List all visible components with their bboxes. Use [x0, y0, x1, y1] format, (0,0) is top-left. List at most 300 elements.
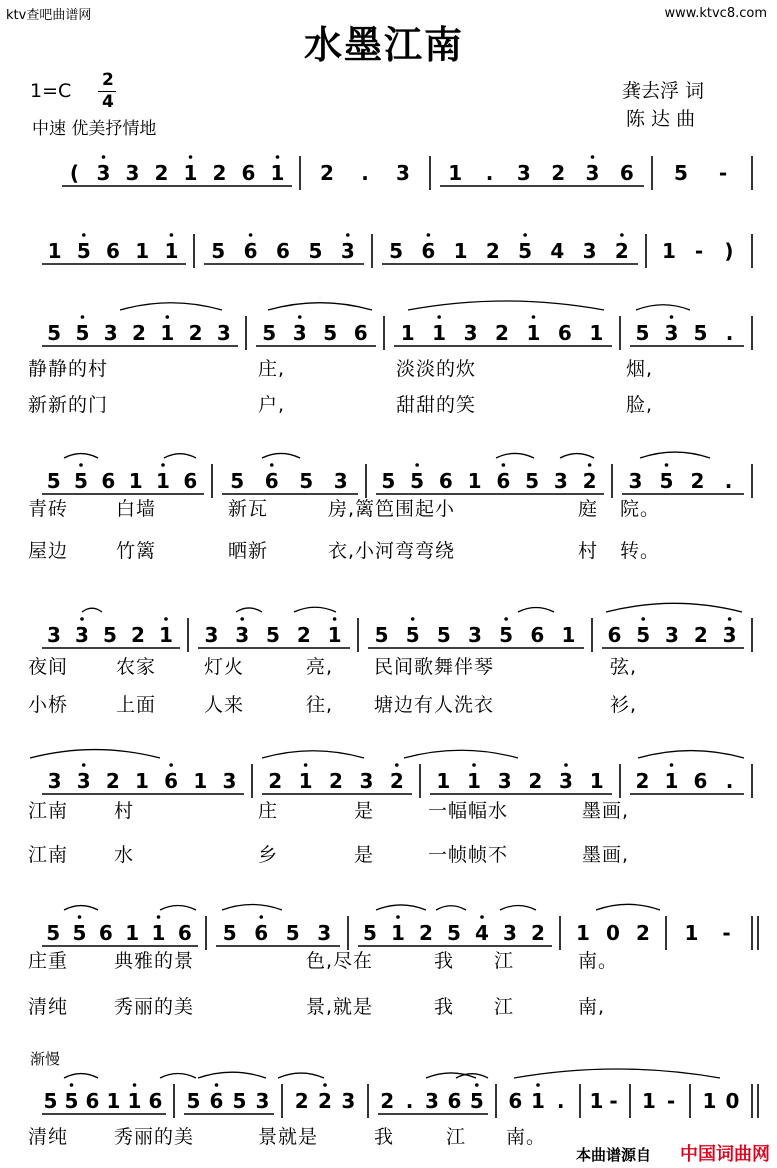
note-digit: 6	[557, 321, 572, 345]
note-digit: 1	[589, 321, 604, 345]
time-signature-bottom: 4	[102, 92, 114, 112]
note-digit: 3	[235, 623, 250, 647]
note-digit: 3	[75, 623, 89, 647]
lyricist-credit: 龚去浮 词	[622, 80, 705, 102]
lyric-segment: 脸,	[626, 394, 654, 416]
note-digit: 1	[561, 623, 576, 647]
note-digit: 5	[525, 469, 540, 493]
note-digit: 2	[294, 1089, 309, 1113]
note-digit: 1	[589, 769, 604, 793]
note-digit: 6	[101, 469, 116, 493]
lyric-segment: 江南	[28, 844, 69, 866]
octave-dot	[641, 617, 645, 621]
slur-arc	[222, 905, 282, 911]
site-watermark-left[interactable]: ktv查吧曲谱网	[6, 8, 92, 23]
slur-arc	[30, 750, 160, 758]
lyric-segment: 院。	[620, 498, 661, 520]
key-signature: 1=C	[30, 80, 72, 102]
lyric-segment: 景就是	[258, 1126, 319, 1148]
note-digit: 6	[243, 239, 258, 263]
note-digit: 5	[693, 321, 708, 345]
octave-dot	[164, 617, 168, 621]
note-digit: 3	[468, 623, 482, 647]
lyric-segment: 乡	[258, 844, 279, 866]
slur-arc	[268, 303, 372, 310]
lyric-segment: 灯火	[204, 656, 245, 678]
note-digit: 5	[299, 469, 314, 493]
slur-arc	[640, 452, 710, 458]
note-digit: 1	[159, 623, 173, 647]
lyric-segment: 农家	[116, 656, 157, 678]
octave-dot	[670, 315, 674, 319]
note-digit: 1	[125, 921, 140, 945]
note-digit: 1	[436, 769, 451, 793]
note-digit: 6	[693, 769, 708, 793]
lyric-segment: 清纯	[28, 1126, 69, 1148]
lyric-segment: 是	[354, 844, 375, 866]
octave-dot	[333, 617, 337, 621]
note-digit: 3	[222, 769, 237, 793]
lyric-segment: 房,篱笆围起小	[328, 498, 456, 520]
lyric-segment: 我	[434, 996, 455, 1018]
note-digit: 3	[497, 769, 512, 793]
note-digit: 6	[438, 469, 453, 493]
note-digit: 1	[135, 239, 150, 263]
note-digit: 2	[320, 161, 334, 185]
lyric-segment: 我	[374, 1126, 395, 1148]
note-digit: 2	[693, 623, 708, 647]
octave-dot	[396, 915, 400, 919]
note-digit: 5	[674, 161, 688, 185]
slur-arc	[262, 453, 300, 458]
note-digit: 1	[448, 161, 463, 185]
note-digit: 6	[98, 921, 113, 945]
note-digit: 2	[485, 239, 500, 263]
note-digit: 6	[209, 1089, 224, 1113]
octave-dot	[169, 763, 173, 767]
note-digit: 6	[447, 1089, 462, 1113]
note-digit: 4	[550, 239, 565, 263]
octave-dot	[427, 233, 431, 237]
octave-dot	[70, 1083, 74, 1087]
octave-dot	[472, 763, 476, 767]
lyric-segment: 江	[494, 950, 515, 972]
octave-dot	[249, 233, 253, 237]
note-digit: 5	[374, 623, 389, 647]
note-digit: 6	[177, 921, 192, 945]
note-digit: 5	[389, 239, 404, 263]
note-digit: .	[724, 469, 733, 493]
lyric-segment: 衫,	[610, 694, 638, 716]
note-digit: 6	[421, 239, 436, 263]
octave-dot	[81, 315, 85, 319]
note-digit: 0	[606, 921, 620, 945]
note-digit: 1	[664, 769, 679, 793]
octave-dot	[411, 617, 415, 621]
note-digit: 6	[276, 239, 290, 263]
note-digit: 5	[285, 921, 300, 945]
octave-dot	[79, 463, 83, 467]
note-digit: 5	[186, 1089, 201, 1113]
note-digit: 6	[254, 921, 269, 945]
lyric-segment: 色,尽在	[306, 950, 374, 972]
note-digit: 3	[204, 623, 219, 647]
octave-dot	[670, 763, 674, 767]
lyric-segment: 清纯	[28, 996, 69, 1018]
note-digit: 3	[425, 1089, 439, 1113]
note-digit: 2	[380, 1089, 395, 1113]
note-digit: 1	[576, 921, 590, 945]
note-digit: 6	[106, 239, 120, 263]
note-digit: 3	[359, 769, 374, 793]
lyric-segment: 晒新	[228, 540, 269, 562]
octave-dot	[620, 233, 624, 237]
octave-dot	[161, 463, 165, 467]
lyric-segment: 竹篱	[116, 540, 157, 562]
note-digit: .	[405, 1089, 414, 1113]
note-digit: 3	[396, 161, 410, 185]
lyric-segment: 新新的门	[28, 394, 109, 416]
note-digit: 5	[363, 921, 377, 945]
lyric-segment: 南。	[578, 950, 619, 972]
note-digit: 2	[636, 921, 650, 945]
note-digit: 1	[298, 769, 313, 793]
note-digit: 2	[528, 769, 543, 793]
slur-arc	[500, 906, 536, 911]
lyric-segment: 村	[114, 800, 135, 822]
note-digit: 6	[241, 161, 256, 185]
site-watermark-right[interactable]: www.ktvc8.com	[664, 6, 767, 21]
note-digit: 1	[662, 239, 676, 263]
note-digit: 6	[183, 469, 198, 493]
note-digit: 2	[132, 321, 146, 345]
lyric-segment: 庄重	[28, 950, 69, 972]
lyric-segment: 墨画,	[582, 844, 630, 866]
source-site[interactable]: 中国词曲网	[680, 1144, 770, 1165]
tempo-marking: 中速 优美抒情地	[32, 119, 157, 139]
slur-arc	[496, 453, 534, 458]
lyric-segment: 民间歌舞伴琴	[374, 656, 495, 678]
note-digit: 3	[628, 469, 643, 493]
note-digit: 1	[183, 161, 198, 185]
lyric-segment: 静静的村	[28, 358, 109, 380]
note-digit: 0	[725, 1089, 740, 1113]
note-digit: 3	[559, 769, 573, 793]
lyric-segment: 庭	[578, 498, 599, 520]
note-digit: 5	[103, 623, 117, 647]
lyric-segment: 屋边	[28, 540, 69, 562]
slur-arc	[82, 608, 102, 612]
note-digit: 5	[518, 239, 533, 263]
note-digit: 3	[516, 161, 531, 185]
note-digit: 5	[659, 469, 674, 493]
lyric-segment: 南。	[506, 1126, 547, 1148]
octave-dot	[82, 763, 86, 767]
octave-dot	[502, 463, 506, 467]
note-digit: 1	[47, 239, 62, 263]
lyric-segment: 江	[446, 1126, 467, 1148]
octave-dot	[523, 233, 527, 237]
note-digit: 3	[585, 161, 600, 185]
note-digit: 3	[96, 161, 111, 185]
note-digit: 3	[125, 161, 140, 185]
note-digit: 3	[317, 921, 332, 945]
note-digit: 3	[340, 239, 355, 263]
slur-arc	[518, 608, 554, 613]
note-digit: 5	[72, 921, 87, 945]
note-digit: 5	[222, 921, 237, 945]
note-digit: 1	[135, 769, 149, 793]
note-digit: 2	[296, 623, 311, 647]
note-digit: 3	[664, 321, 679, 345]
note-digit: 1	[106, 1089, 121, 1113]
octave-dot	[480, 915, 484, 919]
note-digit: 2	[105, 769, 120, 793]
note-digit: 2	[131, 623, 145, 647]
lyric-segment: 村	[578, 540, 599, 562]
note-digit: .	[725, 769, 734, 793]
note-digit: 6	[496, 469, 511, 493]
note-digit: 1	[467, 769, 481, 793]
note-digit: 5	[64, 1089, 79, 1113]
slur-arc	[164, 454, 196, 458]
lyric-segment: 一帧帧不	[428, 844, 509, 866]
note-digit: 1	[270, 161, 285, 185]
note-digit: 1	[160, 321, 175, 345]
lyric-segment: 亮,	[306, 656, 334, 678]
note-digit: 1	[127, 1089, 142, 1113]
octave-dot	[532, 315, 536, 319]
note-digit: 1	[702, 1089, 717, 1113]
note-digit: 3	[255, 1089, 270, 1113]
note-digit: 6	[353, 321, 368, 345]
note-digit: 2	[329, 769, 343, 793]
lyric-segment: 典雅的景	[114, 950, 195, 972]
note-digit: 1	[684, 921, 699, 945]
lyric-segment: 墨画,	[582, 800, 630, 822]
slur-arc	[64, 906, 98, 910]
note-digit: 5	[232, 1089, 247, 1113]
note-digit: 2	[690, 469, 705, 493]
slur-arc	[514, 1069, 720, 1078]
note-digit: 5	[47, 321, 62, 345]
octave-dot	[82, 233, 86, 237]
note-digit: 2	[635, 769, 650, 793]
lyric-segment: 白墙	[116, 498, 157, 520]
note-digit: 2	[582, 469, 597, 493]
note-digit: -	[666, 1089, 676, 1113]
note-digit: 5	[436, 623, 451, 647]
note-digit: 2	[419, 921, 433, 945]
note-digit: 5	[46, 469, 61, 493]
octave-dot	[536, 1083, 540, 1087]
lyric-segment: 夜间	[28, 656, 69, 678]
slur-arc	[560, 454, 594, 458]
note-digit: 3	[503, 921, 517, 945]
slur-arc	[236, 608, 262, 612]
note-digit: 5	[469, 1089, 484, 1113]
lyric-segment: 人来	[204, 694, 245, 716]
note-digit: 3	[216, 321, 231, 345]
note-digit: 1	[400, 321, 415, 345]
lyric-segment: 江南	[28, 800, 69, 822]
note-digit: 3	[665, 623, 679, 647]
octave-dot	[189, 155, 193, 159]
octave-dot	[395, 763, 399, 767]
octave-dot	[133, 1083, 137, 1087]
note-digit: 6	[508, 1089, 523, 1113]
note-digit: 1	[391, 921, 405, 945]
source-note: 本曲谱源自	[576, 1146, 652, 1164]
note-digit: 3	[582, 239, 597, 263]
note-digit: 6	[164, 769, 179, 793]
note-digit: 2	[212, 161, 227, 185]
note-digit: 5	[76, 239, 91, 263]
slur-arc	[606, 603, 742, 612]
lyric-segment: 弦,	[610, 656, 638, 678]
slur-arc	[64, 454, 98, 458]
slur-arc	[404, 750, 518, 758]
note-digit: 1	[432, 321, 447, 345]
lyric-segment: 南,	[578, 996, 606, 1018]
octave-dot	[157, 915, 161, 919]
octave-dot	[298, 315, 302, 319]
note-digit: -	[609, 1089, 618, 1113]
note-digit: 1	[193, 769, 208, 793]
note-digit: 5	[75, 321, 90, 345]
slur-arc	[636, 305, 690, 310]
note-digit: 5	[410, 469, 425, 493]
note-digit: 5	[266, 623, 280, 647]
lyric-segment: 小桥	[28, 694, 69, 716]
octave-dot	[437, 315, 441, 319]
note-digit: 3	[463, 321, 478, 345]
note-digit: 2	[551, 161, 566, 185]
note-digit: 6	[264, 469, 279, 493]
note-digit: 6	[619, 161, 634, 185]
lyric-segment: 淡淡的炊	[396, 358, 477, 380]
slur-arc	[294, 607, 336, 612]
song-title: 水墨江南	[304, 23, 465, 67]
slur-arc	[408, 301, 604, 310]
octave-dot	[165, 315, 169, 319]
note-digit: 5	[447, 921, 461, 945]
octave-dot	[323, 1083, 327, 1087]
note-digit: 3	[341, 1089, 356, 1113]
lyric-segment: 新瓦	[228, 498, 269, 520]
octave-dot	[591, 155, 595, 159]
lyric-segment: 水	[114, 844, 135, 866]
lyric-segment: 江	[494, 996, 515, 1018]
octave-dot	[504, 617, 508, 621]
lyric-segment: 一幅幅水	[428, 800, 509, 822]
note-digit: 5	[323, 321, 338, 345]
note-digit: 5	[74, 469, 88, 493]
octave-dot	[276, 155, 280, 159]
note-digit: 5	[46, 921, 61, 945]
note-digit: 5	[262, 321, 277, 345]
slur-arc	[64, 1074, 98, 1078]
note-digit: 4	[475, 921, 489, 945]
slur-arc	[638, 751, 744, 758]
note-digit: .	[725, 321, 734, 345]
lyric-segment: 衣,小河弯弯绕	[328, 540, 456, 562]
note-digit: 2	[268, 769, 283, 793]
slur-arc	[278, 1073, 324, 1078]
note-digit: 3	[333, 469, 348, 493]
lyric-segment: 塘边有人洗衣	[374, 694, 495, 716]
octave-dot	[240, 617, 244, 621]
octave-dot	[304, 763, 308, 767]
time-signature-top: 2	[102, 70, 114, 90]
slur-arc	[198, 1072, 266, 1078]
note-digit: 5	[636, 623, 651, 647]
lyric-segment: 甜甜的笑	[396, 394, 477, 416]
lyric-segment: 往,	[306, 694, 334, 716]
note-digit: .	[556, 1089, 565, 1113]
note-digit: )	[724, 239, 734, 263]
octave-dot	[346, 233, 350, 237]
note-digit: 2	[531, 921, 545, 945]
note-digit: 6	[607, 623, 622, 647]
note-digit: (	[69, 161, 80, 185]
note-digit: 1	[453, 239, 468, 263]
note-digit: 2	[389, 769, 404, 793]
octave-dot	[588, 463, 592, 467]
note-digit: 3	[553, 469, 568, 493]
slur-arc	[120, 303, 222, 310]
note-digit: 1	[128, 469, 143, 493]
note-digit: 1	[526, 321, 541, 345]
note-digit: 3	[47, 623, 61, 647]
octave-dot	[665, 463, 669, 467]
note-digit: 2	[614, 239, 629, 263]
note-digit: 1	[164, 239, 179, 263]
note-digit: 6	[148, 1089, 163, 1113]
slur-arc	[376, 905, 426, 910]
note-digit: 1	[156, 469, 170, 493]
lyric-segment: 秀丽的美	[114, 996, 195, 1018]
octave-dot	[80, 617, 84, 621]
note-digit: 1	[642, 1089, 656, 1113]
lyric-segment: 我	[434, 950, 455, 972]
note-digit: 1	[531, 1089, 545, 1113]
note-digit: 1	[467, 469, 482, 493]
note-digit: .	[485, 161, 494, 185]
composer-credit: 陈 达 曲	[626, 108, 696, 130]
octave-dot	[215, 1083, 219, 1087]
note-digit: 3	[103, 321, 118, 345]
slur-arc	[160, 1074, 196, 1079]
lyric-segment: 秀丽的美	[114, 1126, 195, 1148]
lyric-segment: 是	[354, 800, 375, 822]
octave-dot	[564, 763, 568, 767]
octave-dot	[270, 463, 274, 467]
note-digit: -	[694, 239, 704, 263]
note-digit: 2	[154, 161, 169, 185]
note-digit: 3	[47, 769, 62, 793]
octave-dot	[728, 617, 732, 621]
lyric-segment: 烟,	[626, 358, 654, 380]
lyric-segment: 转。	[620, 540, 661, 562]
note-digit: 5	[499, 623, 514, 647]
note-digit: 5	[381, 469, 396, 493]
note-digit: 1	[327, 623, 342, 647]
slur-arc	[436, 906, 466, 910]
note-digit: 3	[722, 623, 737, 647]
note-digit: .	[361, 161, 369, 185]
lyric-segment: 上面	[116, 694, 157, 716]
